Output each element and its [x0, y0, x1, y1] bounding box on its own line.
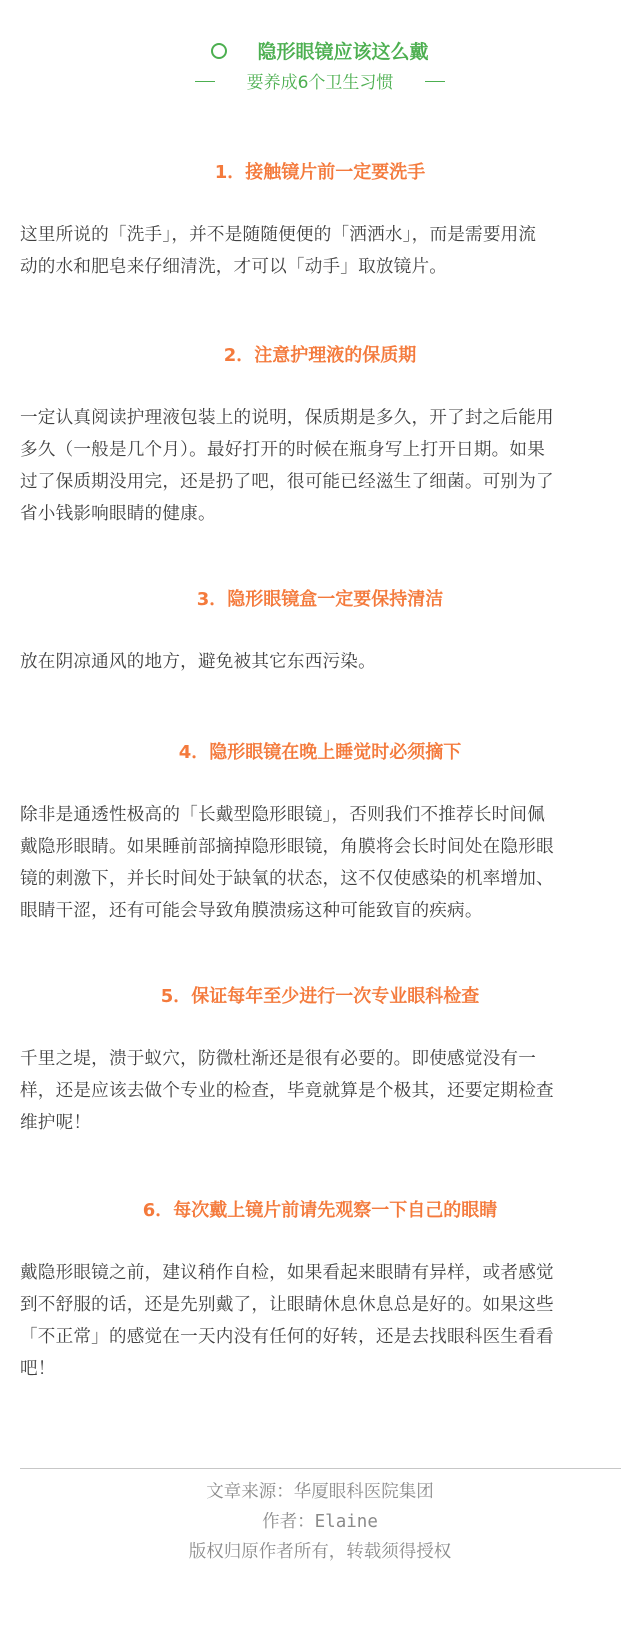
dash-icon [195, 81, 215, 82]
author-label: 作者： [262, 1512, 315, 1532]
body-line: 省小钱影响眼睛的健康。 [20, 504, 216, 524]
article-subtitle: 要养成6个卫生习惯 [246, 73, 394, 93]
body-line: 动的水和肥皂来仔细清洗，才可以「动手」取放镜片。 [20, 257, 448, 277]
body-line: 过了保质期没用完，还是扔了吧，很可能已经滋生了细菌。可别为了 [20, 472, 554, 492]
footer-copyright: 版权归原作者所有，转载须得授权 [188, 1542, 452, 1562]
body-line: 除非是通透性极高的「长戴型隐形眼镜」，否则我们不推荐长时间佩 [20, 805, 546, 825]
footer-author [0, 1508, 640, 1536]
body-line: 放在阴凉通风的地方，避免被其它东西污染。 [20, 652, 376, 672]
section-body-2 [20, 402, 621, 530]
body-line: 一定认真阅读护理液包装上的说明，保质期是多久，开了封之后能用 [20, 408, 554, 428]
section-title-4: 4．隐形眼镜在晚上睡觉时必须摘下 [178, 742, 462, 763]
article-subtitle-row [0, 70, 640, 96]
body-line: 镜的刺激下，并长时间处于缺氧的状态，这不仅使感染的机率增加、 [20, 869, 554, 889]
body-line: 吧！ [20, 1359, 56, 1379]
author-value: Elaine [314, 1512, 378, 1532]
footer-source [0, 1478, 640, 1506]
body-line: 戴隐形眼睛。如果睡前部摘掉隐形眼镜，角膜将会长时间处在隐形眼 [20, 837, 554, 857]
body-line: 千里之堤，溃于蚁穴，防微杜渐还是很有必要的。即使感觉没有一 [20, 1049, 537, 1069]
body-line: 眼睛干涩，还有可能会导致角膜溃疡这种可能致盲的疾病。 [20, 901, 483, 921]
section-body-5 [20, 1043, 621, 1139]
section-body-1 [20, 219, 621, 283]
source-value: 华厦眼科医院集团 [293, 1482, 434, 1502]
section-title-1: 1．接触镜片前一定要洗手 [214, 162, 426, 183]
section-body-4 [20, 799, 621, 927]
article-header [0, 38, 640, 66]
article-title: 隐形眼镜应该这么戴 [257, 41, 429, 63]
body-line: 这里所说的「洗手」，并不是随随便便的「洒洒水」，而是需要用流 [20, 225, 537, 245]
section-body-6 [20, 1257, 621, 1385]
section-title-2: 2．注意护理液的保质期 [223, 345, 417, 366]
section-title-6: 6．每次戴上镜片前请先观察一下自己的眼睛 [142, 1200, 498, 1221]
body-line: 戴隐形眼镜之前，建议稍作自检，如果看起来眼睛有异样，或者感觉 [20, 1263, 554, 1283]
source-label: 文章来源： [206, 1482, 294, 1502]
body-line: 样，还是应该去做个专业的检查，毕竟就算是个极其，还要定期检查 [20, 1081, 554, 1101]
section-title-5: 5．保证每年至少进行一次专业眼科检查 [160, 986, 480, 1007]
body-line: 多久（一般是几个月）。最好打开的时候在瓶身写上打开日期。如果 [20, 440, 546, 460]
circle-outline-icon [211, 43, 227, 59]
section-title-3: 3．隐形眼镜盒一定要保持清洁 [196, 589, 444, 610]
body-line: 「不正常」的感觉在一天内没有任何的好转，还是去找眼科医生看看 [20, 1327, 554, 1347]
section-body-3 [20, 646, 621, 678]
footer-divider [20, 1468, 621, 1469]
dash-icon [425, 81, 445, 82]
body-line: 维护呢！ [20, 1113, 92, 1133]
body-line: 到不舒服的话，还是先别戴了，让眼睛休息休息总是好的。如果这些 [20, 1295, 554, 1315]
